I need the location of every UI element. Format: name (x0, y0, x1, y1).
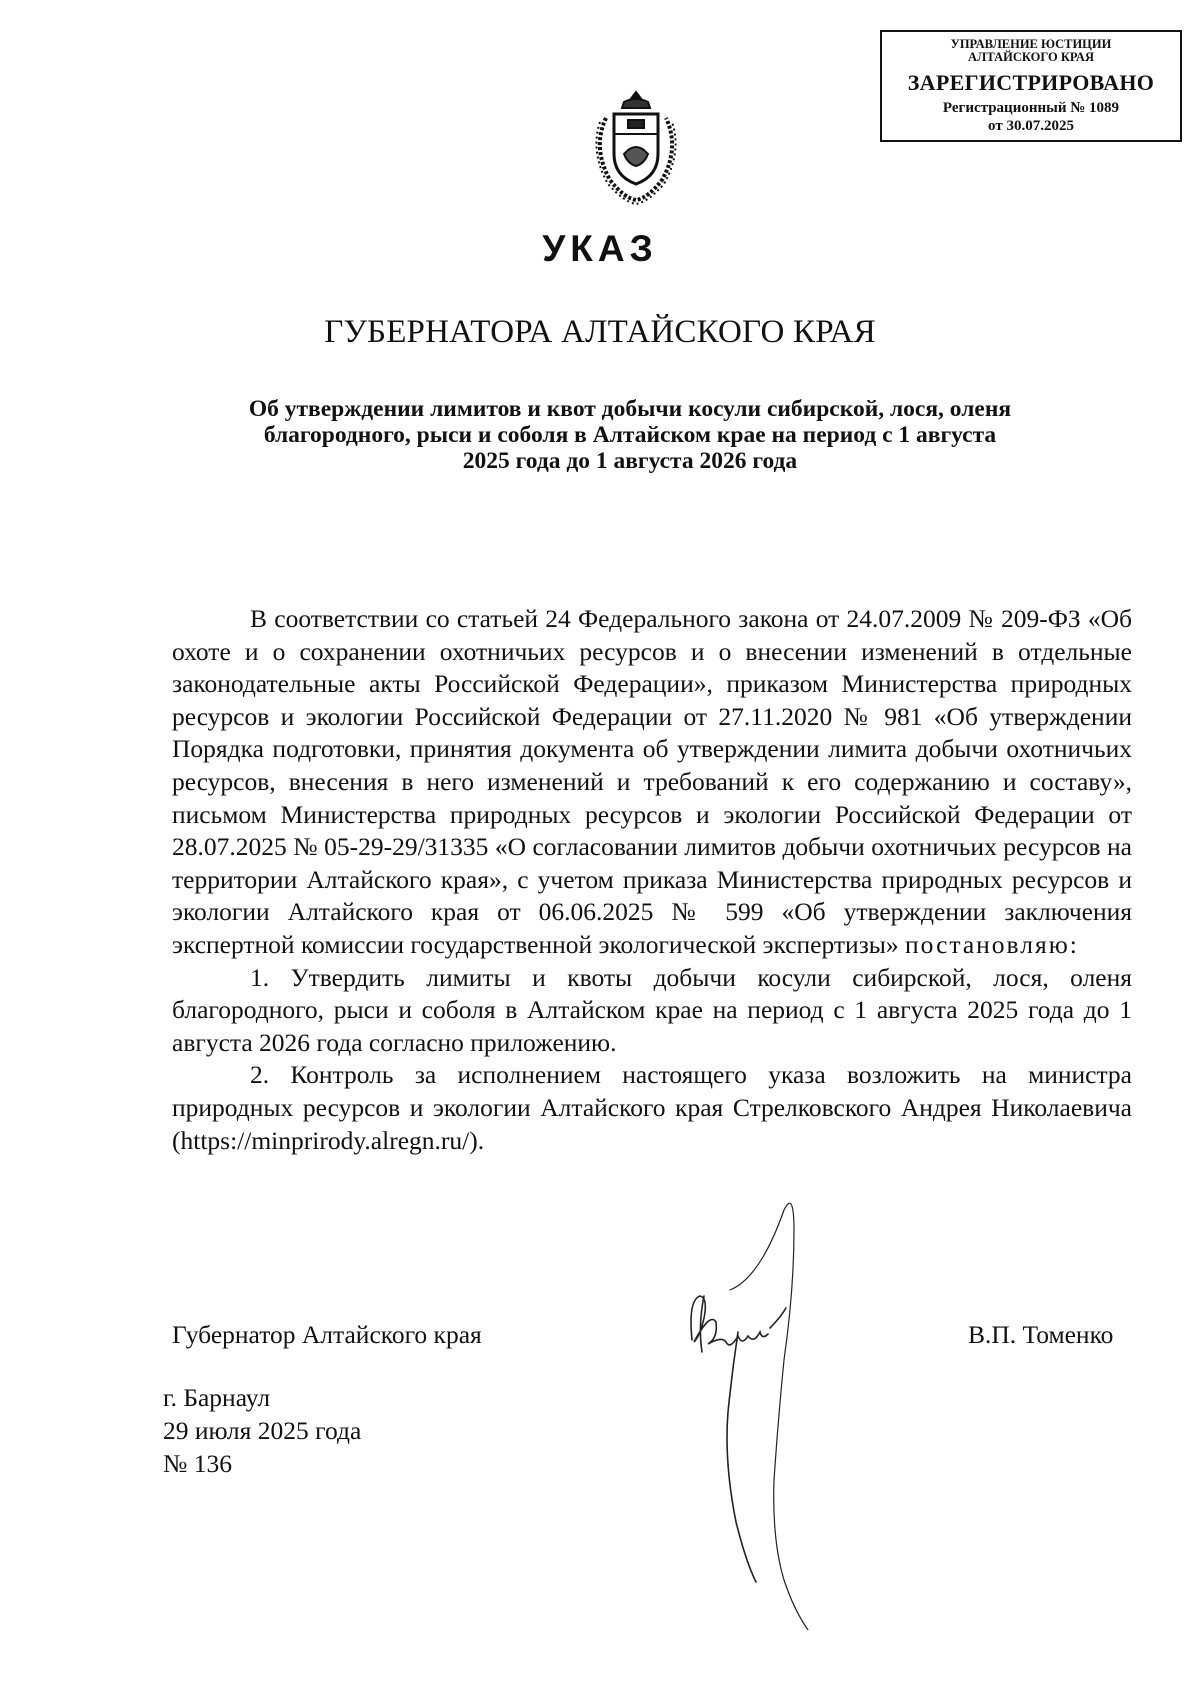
decree-word: постановляю: (905, 929, 1079, 959)
heading-line: Об утверждении лимитов и квот добычи косули сибирской, лося, оленя (248, 396, 1012, 422)
stamp-organization (882, 38, 1180, 64)
coat-of-arms-icon (584, 88, 688, 206)
item-2-paragraph: 2. Контроль за исполнением настоящего указа возложить на министра природных ресурсов и экологии Алтайского края Стрелковского Андрея Николаевича (https://minprirody.alregn.ru/). (172, 1060, 1132, 1155)
heading-line: 2025 года до 1 августа 2026 года (462, 448, 798, 474)
issue-city: г. Барнаул (163, 1383, 271, 1412)
stamp-reg-date: от 30.07.2025 (988, 118, 1074, 134)
item-1-paragraph: 1. Утвердить лимиты и квоты добычи косули сибирской, лося, оленя благородного, рыси и соболя в Алтайском крае на период с 1 августа 2025 года до 1 августа 2026 года согласно приложению. (172, 962, 1132, 1057)
issue-date: 29 июля 2025 года (163, 1416, 362, 1445)
registration-stamp (880, 30, 1182, 142)
stamp-org-line2: АЛТАЙСКОГО КРАЯ (968, 50, 1094, 64)
document-type-title: УКАЗ (542, 228, 658, 269)
stamp-registration-info (882, 99, 1180, 135)
preamble-text: В соответствии со статьей 24 Федерального закона от 24.07.2009 № 209-ФЗ «Об охоте и о сохранении охотничьих ресурсов и о внесении изменений в отдельные законодательные акты Российской Федерации», приказом Министерства природных ресурсов и экологии Российской Федерации от 27.11.2020 № 981 «Об утверждении Порядка подготовки, принятия документа об утверждении лимита добычи охотничьих ресурсов, внесения в него изменений и требований к его содержанию и составу», письмом Министерства природных ресурсов и экологии Российской Федерации от 28.07.2025 № 05-29-29/31335 «О согласовании лимитов добычи охотничьих ресурсов на территории Алтайского края», с учетом приказа Министерства природных ресурсов и экологии Алтайского края от 06.06.2025 № 599 «Об утверждении заключения экспертной комиссии государственной экологической экспертизы» (172, 604, 1132, 959)
signatory-name: В.П. Томенко (968, 1320, 1114, 1349)
decree-body (172, 603, 1132, 1157)
signatory-position: Губернатор Алтайского края (172, 1320, 482, 1349)
stamp-org-line1: УПРАВЛЕНИЕ ЮСТИЦИИ (950, 37, 1112, 51)
issue-number: № 136 (163, 1449, 232, 1478)
stamp-registered-label: ЗАРЕГИСТРИРОВАНО (907, 70, 1155, 95)
handwritten-signature-icon (680, 1200, 850, 1630)
heading-line: благородного, рыси и соболя в Алтайском крае на период с 1 августа (263, 422, 997, 448)
issuer-subtitle: ГУБЕРНАТОРА АЛТАЙСКОГО КРАЯ (324, 314, 876, 350)
decree-heading (150, 396, 1110, 474)
preamble-paragraph (172, 603, 1132, 962)
stamp-reg-number: Регистрационный № 1089 (942, 100, 1120, 116)
issue-details (163, 1381, 361, 1480)
